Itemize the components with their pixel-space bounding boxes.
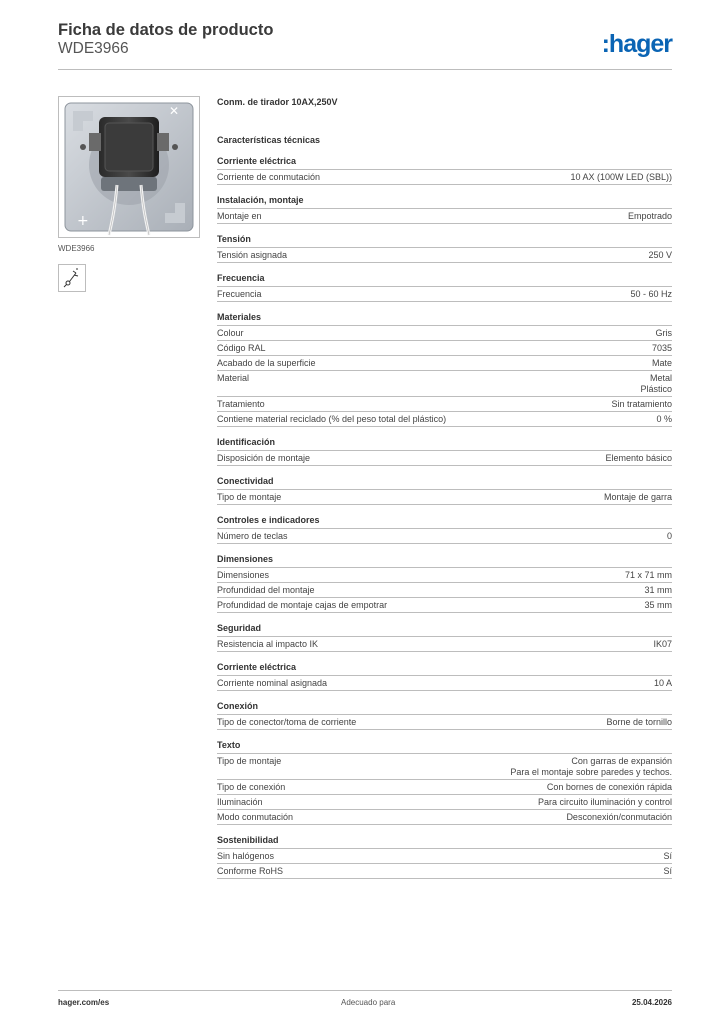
spec-value-line: Con bornes de conexión rápida <box>546 782 672 792</box>
spec-row <box>217 568 672 583</box>
spec-label: Resistencia al impacto IK <box>217 639 319 649</box>
spec-row <box>217 248 672 263</box>
logo-text: :hager <box>601 30 672 58</box>
spec-value-line: Borne de tornillo <box>606 717 672 727</box>
spec-label: Corriente de conmutación <box>217 172 321 182</box>
section-title: Materiales <box>217 311 672 326</box>
spec-value <box>653 639 672 650</box>
spec-row <box>217 754 672 780</box>
spec-value <box>644 600 672 611</box>
spec-label: Profundidad del montaje <box>217 585 315 595</box>
spec-section <box>217 834 672 879</box>
spec-value <box>652 358 672 369</box>
spec-value <box>510 756 672 778</box>
spec-value <box>656 414 672 425</box>
footer-note: Adecuado para <box>341 998 396 1007</box>
header-divider <box>58 69 672 70</box>
spec-value-line: Sin tratamiento <box>611 399 672 409</box>
spec-value-line: Desconexión/conmutación <box>566 812 672 822</box>
spec-label: Tipo de montaje <box>217 492 282 502</box>
spec-value <box>652 343 672 354</box>
hager-logo <box>602 30 672 59</box>
spec-section <box>217 739 672 825</box>
document-title: Ficha de datos de producto <box>58 21 274 39</box>
section-title: Sostenibilidad <box>217 834 672 849</box>
spec-label: Montaje en <box>217 211 262 221</box>
spec-row <box>217 371 672 397</box>
spec-label: Tipo de conexión <box>217 782 286 792</box>
footer-website[interactable]: hager.com/es <box>58 998 110 1007</box>
spec-label: Corriente nominal asignada <box>217 678 328 688</box>
spec-label: Disposición de montaje <box>217 453 311 463</box>
section-title: Conexión <box>217 700 672 715</box>
spec-label: Tipo de montaje <box>217 756 282 766</box>
spec-row <box>217 451 672 466</box>
footer-divider <box>58 990 672 991</box>
section-title: Frecuencia <box>217 272 672 287</box>
spec-row <box>217 287 672 302</box>
spec-value <box>625 570 672 581</box>
spec-row <box>217 412 672 427</box>
section-title: Corriente eléctrica <box>217 661 672 676</box>
spec-value-line: 71 x 71 mm <box>624 570 672 580</box>
spec-row <box>217 780 672 795</box>
spec-label: Dimensiones <box>217 570 270 580</box>
spec-row <box>217 397 672 412</box>
product-code: WDE3966 <box>58 40 129 57</box>
spec-value-line: Mate <box>651 358 672 368</box>
spec-row <box>217 810 672 825</box>
spec-value <box>644 585 672 596</box>
spec-value-line: 10 AX (100W LED (SBL)) <box>570 172 672 182</box>
section-title: Conectividad <box>217 475 672 490</box>
spec-value-line: Sí <box>663 866 672 876</box>
spec-row <box>217 583 672 598</box>
section-title: Dimensiones <box>217 553 672 568</box>
spec-label: Tipo de conector/toma de corriente <box>217 717 357 727</box>
spec-label: Código RAL <box>217 343 266 353</box>
specifications <box>217 95 672 888</box>
spec-label: Tratamiento <box>217 399 265 409</box>
spec-value <box>605 453 672 464</box>
spec-value-line: Elemento básico <box>605 453 672 463</box>
spec-label: Sin halógenos <box>217 851 275 861</box>
spec-label: Acabado de la superficie <box>217 358 316 368</box>
spec-section <box>217 622 672 652</box>
spec-section <box>217 155 672 185</box>
spec-value-line: Con garras de expansión <box>571 756 672 766</box>
section-title: Instalación, montaje <box>217 194 672 209</box>
spec-row <box>217 637 672 652</box>
spec-value <box>604 492 672 503</box>
spec-label: Material <box>217 373 250 383</box>
spec-sections <box>217 155 672 879</box>
spec-value-line: Gris <box>655 328 672 338</box>
spec-value <box>547 782 672 793</box>
spec-row <box>217 341 672 356</box>
spec-row <box>217 795 672 810</box>
spec-section <box>217 700 672 730</box>
spec-label: Número de teclas <box>217 531 288 541</box>
spec-row <box>217 170 672 185</box>
svg-text:✕: ✕ <box>169 104 180 118</box>
spec-row <box>217 598 672 613</box>
spec-row <box>217 849 672 864</box>
spec-row <box>217 529 672 544</box>
spec-section <box>217 311 672 427</box>
spec-value <box>654 678 672 689</box>
spec-label: Contiene material reciclado (% del peso total del plástico) <box>217 414 447 424</box>
spec-row <box>217 356 672 371</box>
section-title: Texto <box>217 739 672 754</box>
page-header <box>58 20 672 70</box>
spec-value-line: 7035 <box>651 343 672 353</box>
footer-date: 25.04.2026 <box>631 998 672 1007</box>
spec-section <box>217 272 672 302</box>
spec-row <box>217 326 672 341</box>
spec-label: Modo conmutación <box>217 812 294 822</box>
image-caption: WDE3966 <box>58 244 95 253</box>
spec-value-line: 31 mm <box>644 585 672 595</box>
spec-value <box>663 851 672 862</box>
spec-value <box>656 328 673 339</box>
spec-value <box>667 531 672 542</box>
spec-value <box>538 797 672 808</box>
technical-characteristics-heading: Características técnicas <box>217 135 321 145</box>
spec-value <box>566 812 672 823</box>
spec-value-line: Plástico <box>640 384 672 394</box>
spec-label: Tensión asignada <box>217 250 288 260</box>
spec-label: Colour <box>217 328 244 338</box>
spec-value <box>628 211 672 222</box>
svg-text:+: + <box>77 213 89 229</box>
spec-row <box>217 715 672 730</box>
spec-label: Frecuencia <box>217 289 262 299</box>
spec-section <box>217 233 672 263</box>
spec-row <box>217 209 672 224</box>
spec-label: Conforme RoHS <box>217 866 284 876</box>
spec-value-line: 10 A <box>653 678 672 688</box>
section-title: Tensión <box>217 233 672 248</box>
spec-row <box>217 676 672 691</box>
section-title: Seguridad <box>217 622 672 637</box>
spec-value-line: Para circuito iluminación y control <box>537 797 672 807</box>
spec-value-line: Empotrado <box>627 211 672 221</box>
spec-row <box>217 864 672 879</box>
section-title: Identificación <box>217 436 672 451</box>
spec-row <box>217 490 672 505</box>
spec-value-line: Metal <box>649 373 672 383</box>
spec-value-line: Sí <box>663 851 672 861</box>
spec-value <box>663 866 672 877</box>
spec-section <box>217 475 672 505</box>
section-title: Corriente eléctrica <box>217 155 672 170</box>
spec-value <box>630 289 672 300</box>
spec-value-line: 50 - 60 Hz <box>630 289 672 299</box>
spec-section <box>217 436 672 466</box>
pull-switch-symbol-icon <box>58 264 86 292</box>
product-image <box>58 96 200 238</box>
spec-value <box>640 373 672 395</box>
product-name: Conm. de tirador 10AX,250V <box>217 97 338 107</box>
spec-value-line: 0 % <box>656 414 672 424</box>
switch-symbol-graphic <box>59 265 85 291</box>
spec-section <box>217 514 672 544</box>
spec-label: Iluminación <box>217 797 263 807</box>
spec-value-line: 250 V <box>648 250 672 260</box>
spec-value <box>606 717 672 728</box>
spec-value <box>570 172 672 183</box>
spec-section <box>217 661 672 691</box>
spec-label: Profundidad de montaje cajas de empotrar <box>217 600 388 610</box>
spec-value-line: Montaje de garra <box>603 492 672 502</box>
spec-value-line: 0 <box>666 531 672 541</box>
spec-value <box>648 250 672 261</box>
spec-section <box>217 553 672 613</box>
section-title: Controles e indicadores <box>217 514 672 529</box>
spec-value-line: IK07 <box>653 639 672 649</box>
spec-value-line: Para el montaje sobre paredes y techos. <box>510 767 672 777</box>
spec-value <box>611 399 672 410</box>
spec-value-line: 35 mm <box>644 600 672 610</box>
spec-section <box>217 194 672 224</box>
switch-mechanism-illustration <box>59 97 199 237</box>
